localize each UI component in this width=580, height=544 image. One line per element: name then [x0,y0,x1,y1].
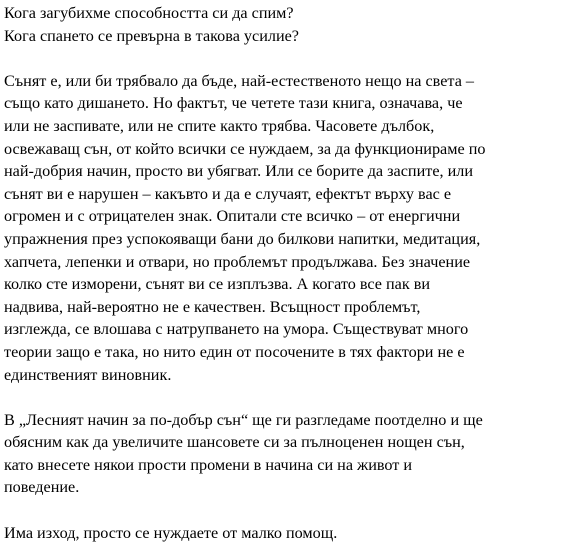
paragraph-line: хапчета, лепенки и отвари, но проблемът продължава. Без значение [4,252,471,271]
paragraph-spacer [4,386,580,409]
closing-line [4,522,580,544]
body-paragraph-1 [4,70,580,386]
paragraph-line: теории защо е така, но нито един от посочените в тях фактори не е [4,342,465,361]
paragraph-line: също като дишането. Но фактът, че четете тази книга, означава, че [4,94,463,113]
paragraph-line: изглежда, се влошава с натрупването на умора. Съществуват много [4,320,469,339]
paragraph-line: упражнения през успокояващи бани до билкови напитки, медитация, [4,229,481,248]
paragraph-line: колко сте изморени, сънят ви се изплъзва. А когато все пак ви [4,275,431,294]
intro-line: Кога спането се превърна в такова усилие? [4,26,299,45]
closing-text: Има изход, просто се нуждаете от малко помощ. [4,523,338,542]
paragraph-line: Сънят е, или би трябвало да бъде, най-естественото нещо на света – [4,71,475,90]
paragraph-line: поведение. [4,478,80,497]
paragraph-line: единственият виновник. [4,365,172,384]
paragraph-line: обясним как да увеличите шансовете си за пълноценен нощен сън, [4,433,465,452]
paragraph-line: В „Лесният начин за по-добър сън“ ще ги разгледаме поотделно и ще [4,410,483,429]
paragraph-line: или не заспивате, или не спите както трябва. Часовете дълбок, [4,116,435,135]
paragraph-line: огромен и с отрицателен знак. Опитали сте всичко – от енергични [4,207,461,226]
intro-questions [4,2,580,47]
paragraph-line: като внесете някои прости промени в начина си на живот и [4,455,413,474]
body-paragraph-2 [4,409,580,499]
paragraph-spacer [4,499,580,522]
paragraph-spacer [4,47,580,70]
paragraph-line: сънят ви е нарушен – какъвто и да е случаят, ефектът върху вас е [4,184,452,203]
paragraph-line: най-добрия начин, просто ви убягват. Или се борите да заспите, или [4,162,474,181]
paragraph-line: освежаващ сън, от който всички се нуждаем, за да функционираме по [4,139,486,158]
intro-line: Кога загубихме способността си да спим? [4,4,294,22]
paragraph-line: надвива, най-вероятно не е качествен. Всъщност проблемът, [4,297,421,316]
